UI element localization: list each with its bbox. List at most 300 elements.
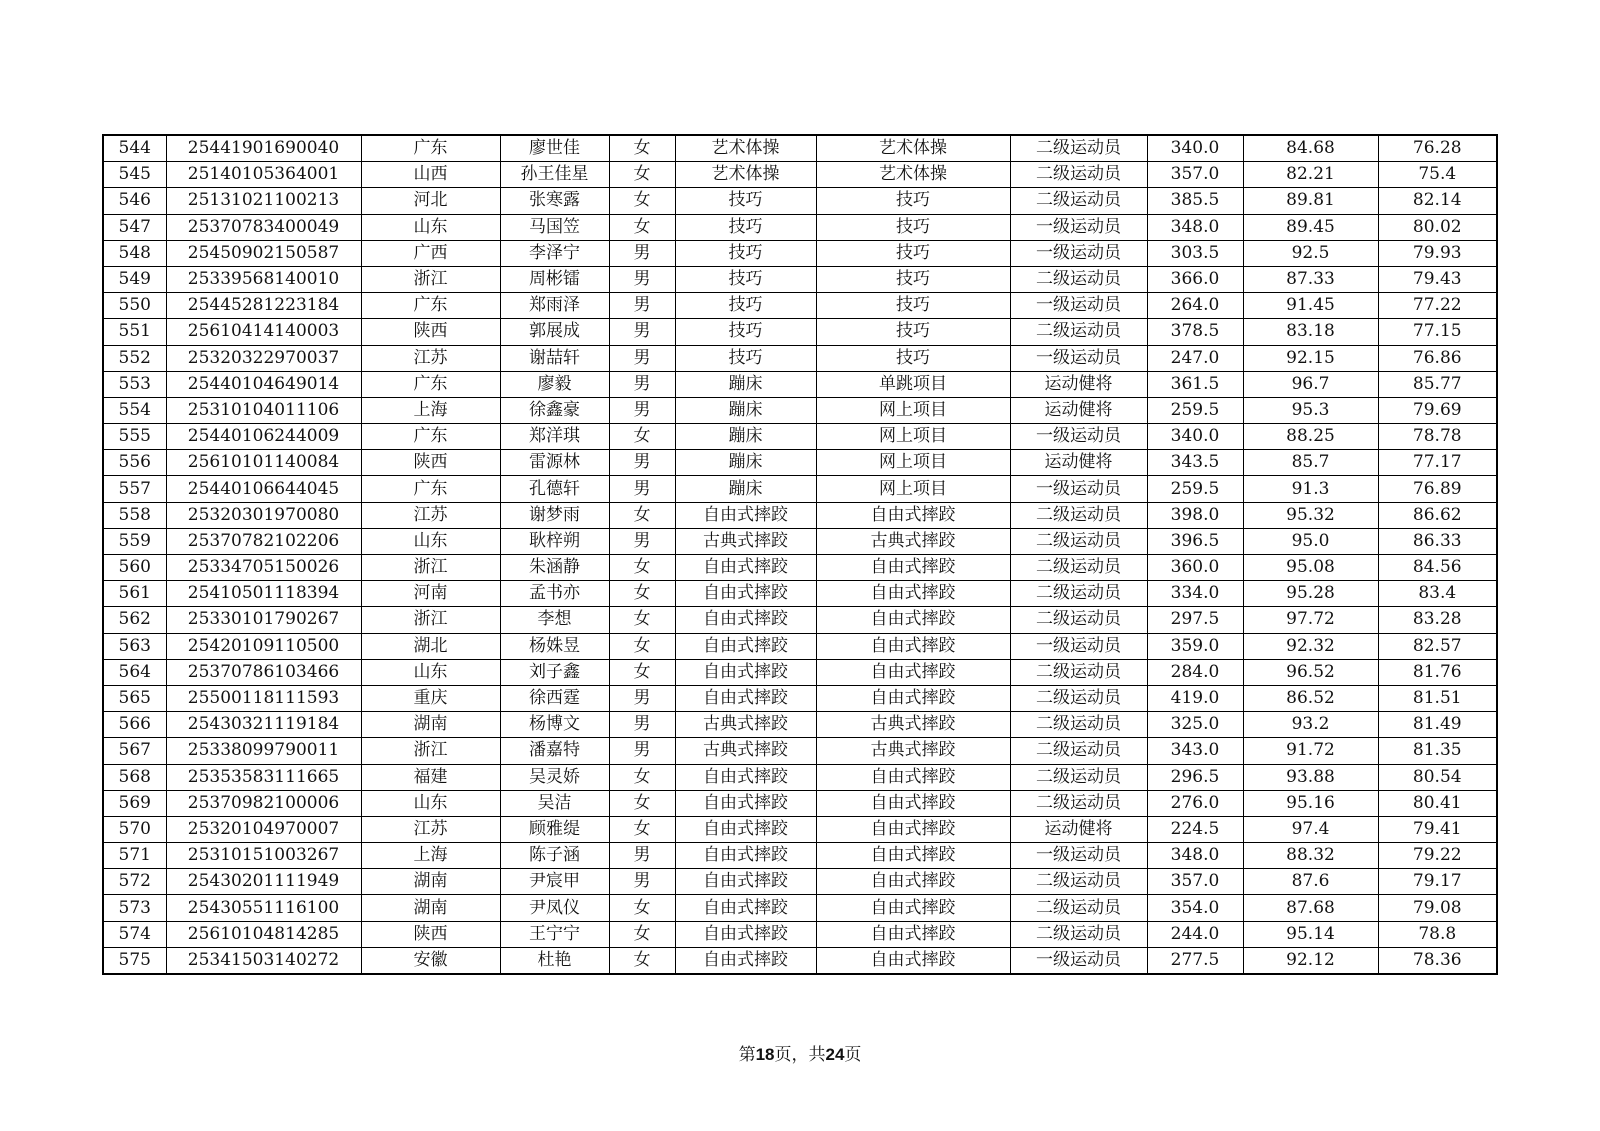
specialty-score-cell: 95.16 bbox=[1243, 790, 1378, 816]
province-cell: 山西 bbox=[361, 162, 500, 188]
event-cell: 古典式摔跤 bbox=[816, 738, 1010, 764]
total-score-cell: 81.76 bbox=[1378, 659, 1497, 685]
sport-cell: 自由式摔跤 bbox=[675, 790, 816, 816]
gender-cell: 女 bbox=[609, 895, 675, 921]
province-cell: 安徽 bbox=[361, 947, 500, 974]
sport-cell: 技巧 bbox=[675, 345, 816, 371]
sport-cell: 古典式摔跤 bbox=[675, 738, 816, 764]
table-row bbox=[103, 712, 1497, 738]
name-cell: 孟书亦 bbox=[500, 581, 609, 607]
gender-cell: 男 bbox=[609, 450, 675, 476]
score-cell: 378.5 bbox=[1147, 319, 1243, 345]
table-row bbox=[103, 816, 1497, 842]
score-cell: 357.0 bbox=[1147, 162, 1243, 188]
row-number-cell: 574 bbox=[103, 921, 166, 947]
name-cell: 杨姝昱 bbox=[500, 633, 609, 659]
province-cell: 福建 bbox=[361, 764, 500, 790]
current-page-number: 18 bbox=[755, 1045, 775, 1064]
specialty-score-cell: 91.45 bbox=[1243, 293, 1378, 319]
event-cell: 技巧 bbox=[816, 319, 1010, 345]
gender-cell: 女 bbox=[609, 764, 675, 790]
sport-cell: 自由式摔跤 bbox=[675, 581, 816, 607]
event-cell: 古典式摔跤 bbox=[816, 712, 1010, 738]
athlete-level-cell: 二级运动员 bbox=[1010, 790, 1147, 816]
exam-id-cell: 25131021100213 bbox=[166, 188, 361, 214]
total-score-cell: 79.17 bbox=[1378, 869, 1497, 895]
event-cell: 网上项目 bbox=[816, 450, 1010, 476]
sport-cell: 自由式摔跤 bbox=[675, 685, 816, 711]
name-cell: 陈子涵 bbox=[500, 843, 609, 869]
sport-cell: 自由式摔跤 bbox=[675, 869, 816, 895]
table-row bbox=[103, 555, 1497, 581]
gender-cell: 女 bbox=[609, 555, 675, 581]
total-score-cell: 82.14 bbox=[1378, 188, 1497, 214]
total-score-cell: 79.93 bbox=[1378, 240, 1497, 266]
score-cell: 259.5 bbox=[1147, 397, 1243, 423]
table-row bbox=[103, 659, 1497, 685]
gender-cell: 女 bbox=[609, 502, 675, 528]
row-number-cell: 571 bbox=[103, 843, 166, 869]
specialty-score-cell: 92.32 bbox=[1243, 633, 1378, 659]
gender-cell: 男 bbox=[609, 240, 675, 266]
row-number-cell: 545 bbox=[103, 162, 166, 188]
gender-cell: 女 bbox=[609, 816, 675, 842]
athlete-level-cell: 二级运动员 bbox=[1010, 895, 1147, 921]
exam-id-cell: 25330101790267 bbox=[166, 607, 361, 633]
row-number-cell: 544 bbox=[103, 135, 166, 162]
province-cell: 上海 bbox=[361, 843, 500, 869]
exam-id-cell: 25370783400049 bbox=[166, 214, 361, 240]
gender-cell: 女 bbox=[609, 214, 675, 240]
gender-cell: 女 bbox=[609, 188, 675, 214]
sport-cell: 自由式摔跤 bbox=[675, 764, 816, 790]
total-score-cell: 79.08 bbox=[1378, 895, 1497, 921]
athlete-level-cell: 二级运动员 bbox=[1010, 685, 1147, 711]
name-cell: 郑洋琪 bbox=[500, 424, 609, 450]
score-cell: 385.5 bbox=[1147, 188, 1243, 214]
athlete-level-cell: 一级运动员 bbox=[1010, 293, 1147, 319]
total-score-cell: 81.49 bbox=[1378, 712, 1497, 738]
row-number-cell: 558 bbox=[103, 502, 166, 528]
specialty-score-cell: 83.18 bbox=[1243, 319, 1378, 345]
event-cell: 技巧 bbox=[816, 293, 1010, 319]
table-row bbox=[103, 633, 1497, 659]
athlete-level-cell: 二级运动员 bbox=[1010, 528, 1147, 554]
table-row bbox=[103, 188, 1497, 214]
sport-cell: 蹦床 bbox=[675, 476, 816, 502]
specialty-score-cell: 84.68 bbox=[1243, 135, 1378, 162]
event-cell: 自由式摔跤 bbox=[816, 685, 1010, 711]
table-row bbox=[103, 947, 1497, 974]
sport-cell: 技巧 bbox=[675, 240, 816, 266]
province-cell: 山东 bbox=[361, 790, 500, 816]
athlete-level-cell: 运动健将 bbox=[1010, 371, 1147, 397]
province-cell: 浙江 bbox=[361, 738, 500, 764]
exam-id-cell: 25450902150587 bbox=[166, 240, 361, 266]
row-number-cell: 562 bbox=[103, 607, 166, 633]
specialty-score-cell: 95.32 bbox=[1243, 502, 1378, 528]
table-row bbox=[103, 738, 1497, 764]
row-number-cell: 550 bbox=[103, 293, 166, 319]
name-cell: 郑雨泽 bbox=[500, 293, 609, 319]
exam-id-cell: 25334705150026 bbox=[166, 555, 361, 581]
event-cell: 古典式摔跤 bbox=[816, 528, 1010, 554]
event-cell: 自由式摔跤 bbox=[816, 659, 1010, 685]
score-cell: 398.0 bbox=[1147, 502, 1243, 528]
exam-id-cell: 25430321119184 bbox=[166, 712, 361, 738]
name-cell: 吴灵娇 bbox=[500, 764, 609, 790]
specialty-score-cell: 87.6 bbox=[1243, 869, 1378, 895]
athlete-level-cell: 运动健将 bbox=[1010, 816, 1147, 842]
gender-cell: 男 bbox=[609, 319, 675, 345]
exam-id-cell: 25440106644045 bbox=[166, 476, 361, 502]
table-row bbox=[103, 397, 1497, 423]
athlete-level-cell: 一级运动员 bbox=[1010, 424, 1147, 450]
score-cell: 366.0 bbox=[1147, 266, 1243, 292]
exam-id-cell: 25441901690040 bbox=[166, 135, 361, 162]
score-cell: 357.0 bbox=[1147, 869, 1243, 895]
gender-cell: 男 bbox=[609, 397, 675, 423]
athlete-level-cell: 二级运动员 bbox=[1010, 555, 1147, 581]
province-cell: 广东 bbox=[361, 424, 500, 450]
sport-cell: 自由式摔跤 bbox=[675, 659, 816, 685]
score-cell: 277.5 bbox=[1147, 947, 1243, 974]
sport-cell: 自由式摔跤 bbox=[675, 502, 816, 528]
province-cell: 湖南 bbox=[361, 895, 500, 921]
name-cell: 尹凤仪 bbox=[500, 895, 609, 921]
name-cell: 谢喆轩 bbox=[500, 345, 609, 371]
exam-id-cell: 25410501118394 bbox=[166, 581, 361, 607]
name-cell: 张寒露 bbox=[500, 188, 609, 214]
total-score-cell: 81.35 bbox=[1378, 738, 1497, 764]
name-cell: 潘嘉特 bbox=[500, 738, 609, 764]
score-cell: 247.0 bbox=[1147, 345, 1243, 371]
table-row bbox=[103, 476, 1497, 502]
specialty-score-cell: 95.08 bbox=[1243, 555, 1378, 581]
specialty-score-cell: 88.32 bbox=[1243, 843, 1378, 869]
row-number-cell: 567 bbox=[103, 738, 166, 764]
name-cell: 马国笠 bbox=[500, 214, 609, 240]
name-cell: 廖世佳 bbox=[500, 135, 609, 162]
row-number-cell: 554 bbox=[103, 397, 166, 423]
athlete-level-cell: 一级运动员 bbox=[1010, 947, 1147, 974]
table-row bbox=[103, 135, 1497, 162]
total-score-cell: 77.22 bbox=[1378, 293, 1497, 319]
event-cell: 单跳项目 bbox=[816, 371, 1010, 397]
athlete-level-cell: 二级运动员 bbox=[1010, 659, 1147, 685]
specialty-score-cell: 93.2 bbox=[1243, 712, 1378, 738]
gender-cell: 男 bbox=[609, 712, 675, 738]
sport-cell: 蹦床 bbox=[675, 450, 816, 476]
event-cell: 艺术体操 bbox=[816, 162, 1010, 188]
score-cell: 244.0 bbox=[1147, 921, 1243, 947]
row-number-cell: 560 bbox=[103, 555, 166, 581]
gender-cell: 男 bbox=[609, 685, 675, 711]
exam-id-cell: 25610414140003 bbox=[166, 319, 361, 345]
total-score-cell: 77.17 bbox=[1378, 450, 1497, 476]
score-cell: 359.0 bbox=[1147, 633, 1243, 659]
athlete-level-cell: 运动健将 bbox=[1010, 450, 1147, 476]
province-cell: 江苏 bbox=[361, 345, 500, 371]
athlete-level-cell: 二级运动员 bbox=[1010, 712, 1147, 738]
specialty-score-cell: 82.21 bbox=[1243, 162, 1378, 188]
sport-cell: 技巧 bbox=[675, 293, 816, 319]
table-row bbox=[103, 790, 1497, 816]
athlete-level-cell: 二级运动员 bbox=[1010, 502, 1147, 528]
sport-cell: 艺术体操 bbox=[675, 135, 816, 162]
sport-cell: 自由式摔跤 bbox=[675, 607, 816, 633]
event-cell: 自由式摔跤 bbox=[816, 764, 1010, 790]
table-row bbox=[103, 685, 1497, 711]
row-number-cell: 575 bbox=[103, 947, 166, 974]
total-score-cell: 79.22 bbox=[1378, 843, 1497, 869]
specialty-score-cell: 87.33 bbox=[1243, 266, 1378, 292]
province-cell: 江苏 bbox=[361, 816, 500, 842]
event-cell: 网上项目 bbox=[816, 397, 1010, 423]
score-cell: 419.0 bbox=[1147, 685, 1243, 711]
athlete-level-cell: 二级运动员 bbox=[1010, 738, 1147, 764]
province-cell: 山东 bbox=[361, 528, 500, 554]
event-cell: 自由式摔跤 bbox=[816, 895, 1010, 921]
event-cell: 自由式摔跤 bbox=[816, 607, 1010, 633]
name-cell: 廖毅 bbox=[500, 371, 609, 397]
event-cell: 艺术体操 bbox=[816, 135, 1010, 162]
sport-cell: 技巧 bbox=[675, 266, 816, 292]
name-cell: 郭展成 bbox=[500, 319, 609, 345]
total-score-cell: 78.8 bbox=[1378, 921, 1497, 947]
exam-id-cell: 25140105364001 bbox=[166, 162, 361, 188]
event-cell: 技巧 bbox=[816, 240, 1010, 266]
specialty-score-cell: 87.68 bbox=[1243, 895, 1378, 921]
gender-cell: 男 bbox=[609, 476, 675, 502]
exam-id-cell: 25310151003267 bbox=[166, 843, 361, 869]
name-cell: 顾雅缇 bbox=[500, 816, 609, 842]
total-score-cell: 75.4 bbox=[1378, 162, 1497, 188]
total-score-cell: 78.36 bbox=[1378, 947, 1497, 974]
athlete-level-cell: 一级运动员 bbox=[1010, 345, 1147, 371]
event-cell: 网上项目 bbox=[816, 476, 1010, 502]
specialty-score-cell: 97.4 bbox=[1243, 816, 1378, 842]
exam-id-cell: 25320301970080 bbox=[166, 502, 361, 528]
table-row bbox=[103, 345, 1497, 371]
exam-id-cell: 25420109110500 bbox=[166, 633, 361, 659]
row-number-cell: 563 bbox=[103, 633, 166, 659]
row-number-cell: 569 bbox=[103, 790, 166, 816]
gender-cell: 男 bbox=[609, 345, 675, 371]
table-row bbox=[103, 607, 1497, 633]
event-cell: 自由式摔跤 bbox=[816, 843, 1010, 869]
sport-cell: 自由式摔跤 bbox=[675, 816, 816, 842]
row-number-cell: 557 bbox=[103, 476, 166, 502]
name-cell: 雷源林 bbox=[500, 450, 609, 476]
name-cell: 徐西霆 bbox=[500, 685, 609, 711]
table-row bbox=[103, 214, 1497, 240]
athlete-level-cell: 一级运动员 bbox=[1010, 214, 1147, 240]
score-cell: 348.0 bbox=[1147, 214, 1243, 240]
exam-id-cell: 25320104970007 bbox=[166, 816, 361, 842]
score-cell: 361.5 bbox=[1147, 371, 1243, 397]
specialty-score-cell: 95.28 bbox=[1243, 581, 1378, 607]
exam-id-cell: 25339568140010 bbox=[166, 266, 361, 292]
athlete-level-cell: 二级运动员 bbox=[1010, 135, 1147, 162]
exam-id-cell: 25353583111665 bbox=[166, 764, 361, 790]
name-cell: 杨博文 bbox=[500, 712, 609, 738]
name-cell: 周彬镭 bbox=[500, 266, 609, 292]
exam-id-cell: 25310104011106 bbox=[166, 397, 361, 423]
table-row bbox=[103, 450, 1497, 476]
total-score-cell: 85.77 bbox=[1378, 371, 1497, 397]
province-cell: 山东 bbox=[361, 659, 500, 685]
province-cell: 陕西 bbox=[361, 921, 500, 947]
specialty-score-cell: 85.7 bbox=[1243, 450, 1378, 476]
province-cell: 江苏 bbox=[361, 502, 500, 528]
specialty-score-cell: 86.52 bbox=[1243, 685, 1378, 711]
score-cell: 296.5 bbox=[1147, 764, 1243, 790]
gender-cell: 女 bbox=[609, 659, 675, 685]
gender-cell: 男 bbox=[609, 869, 675, 895]
gender-cell: 女 bbox=[609, 607, 675, 633]
athlete-level-cell: 二级运动员 bbox=[1010, 188, 1147, 214]
athlete-level-cell: 二级运动员 bbox=[1010, 921, 1147, 947]
province-cell: 浙江 bbox=[361, 607, 500, 633]
specialty-score-cell: 89.81 bbox=[1243, 188, 1378, 214]
province-cell: 河北 bbox=[361, 188, 500, 214]
exam-id-cell: 25430551116100 bbox=[166, 895, 361, 921]
province-cell: 重庆 bbox=[361, 685, 500, 711]
name-cell: 李想 bbox=[500, 607, 609, 633]
exam-id-cell: 25610101140084 bbox=[166, 450, 361, 476]
name-cell: 徐鑫豪 bbox=[500, 397, 609, 423]
event-cell: 自由式摔跤 bbox=[816, 869, 1010, 895]
table-row bbox=[103, 240, 1497, 266]
total-score-cell: 78.78 bbox=[1378, 424, 1497, 450]
event-cell: 技巧 bbox=[816, 345, 1010, 371]
sport-cell: 古典式摔跤 bbox=[675, 528, 816, 554]
table-row bbox=[103, 921, 1497, 947]
table-row bbox=[103, 266, 1497, 292]
score-cell: 343.5 bbox=[1147, 450, 1243, 476]
sport-cell: 技巧 bbox=[675, 214, 816, 240]
athlete-level-cell: 二级运动员 bbox=[1010, 319, 1147, 345]
exam-id-cell: 25370982100006 bbox=[166, 790, 361, 816]
table-row bbox=[103, 293, 1497, 319]
exam-id-cell: 25440106244009 bbox=[166, 424, 361, 450]
total-score-cell: 82.57 bbox=[1378, 633, 1497, 659]
exam-id-cell: 25370786103466 bbox=[166, 659, 361, 685]
province-cell: 上海 bbox=[361, 397, 500, 423]
row-number-cell: 548 bbox=[103, 240, 166, 266]
province-cell: 广东 bbox=[361, 476, 500, 502]
event-cell: 自由式摔跤 bbox=[816, 790, 1010, 816]
table-row bbox=[103, 581, 1497, 607]
total-score-cell: 76.89 bbox=[1378, 476, 1497, 502]
score-cell: 396.5 bbox=[1147, 528, 1243, 554]
province-cell: 广东 bbox=[361, 293, 500, 319]
row-number-cell: 573 bbox=[103, 895, 166, 921]
exam-id-cell: 25440104649014 bbox=[166, 371, 361, 397]
table-row bbox=[103, 319, 1497, 345]
province-cell: 广西 bbox=[361, 240, 500, 266]
total-score-cell: 79.43 bbox=[1378, 266, 1497, 292]
score-cell: 354.0 bbox=[1147, 895, 1243, 921]
name-cell: 吴洁 bbox=[500, 790, 609, 816]
name-cell: 王宁宁 bbox=[500, 921, 609, 947]
table-row bbox=[103, 528, 1497, 554]
total-score-cell: 80.41 bbox=[1378, 790, 1497, 816]
specialty-score-cell: 95.14 bbox=[1243, 921, 1378, 947]
event-cell: 自由式摔跤 bbox=[816, 816, 1010, 842]
row-number-cell: 570 bbox=[103, 816, 166, 842]
sport-cell: 蹦床 bbox=[675, 397, 816, 423]
event-cell: 自由式摔跤 bbox=[816, 947, 1010, 974]
event-cell: 自由式摔跤 bbox=[816, 502, 1010, 528]
name-cell: 谢梦雨 bbox=[500, 502, 609, 528]
specialty-score-cell: 96.52 bbox=[1243, 659, 1378, 685]
athlete-level-cell: 运动健将 bbox=[1010, 397, 1147, 423]
athlete-level-cell: 二级运动员 bbox=[1010, 581, 1147, 607]
table-row bbox=[103, 502, 1497, 528]
province-cell: 陕西 bbox=[361, 319, 500, 345]
total-score-cell: 80.54 bbox=[1378, 764, 1497, 790]
specialty-score-cell: 89.45 bbox=[1243, 214, 1378, 240]
row-number-cell: 566 bbox=[103, 712, 166, 738]
row-number-cell: 565 bbox=[103, 685, 166, 711]
specialty-score-cell: 92.12 bbox=[1243, 947, 1378, 974]
athlete-level-cell: 二级运动员 bbox=[1010, 607, 1147, 633]
ranking-table bbox=[102, 134, 1498, 975]
athlete-level-cell: 二级运动员 bbox=[1010, 266, 1147, 292]
specialty-score-cell: 88.25 bbox=[1243, 424, 1378, 450]
total-score-cell: 83.28 bbox=[1378, 607, 1497, 633]
gender-cell: 女 bbox=[609, 135, 675, 162]
table-row bbox=[103, 162, 1497, 188]
event-cell: 技巧 bbox=[816, 214, 1010, 240]
score-cell: 340.0 bbox=[1147, 424, 1243, 450]
row-number-cell: 568 bbox=[103, 764, 166, 790]
province-cell: 河南 bbox=[361, 581, 500, 607]
specialty-score-cell: 93.88 bbox=[1243, 764, 1378, 790]
province-cell: 湖南 bbox=[361, 869, 500, 895]
athlete-level-cell: 一级运动员 bbox=[1010, 476, 1147, 502]
sport-cell: 自由式摔跤 bbox=[675, 555, 816, 581]
table-row bbox=[103, 843, 1497, 869]
row-number-cell: 551 bbox=[103, 319, 166, 345]
score-cell: 297.5 bbox=[1147, 607, 1243, 633]
total-score-cell: 79.41 bbox=[1378, 816, 1497, 842]
score-cell: 343.0 bbox=[1147, 738, 1243, 764]
name-cell: 李泽宁 bbox=[500, 240, 609, 266]
event-cell: 自由式摔跤 bbox=[816, 581, 1010, 607]
exam-id-cell: 25370782102206 bbox=[166, 528, 361, 554]
gender-cell: 女 bbox=[609, 581, 675, 607]
total-score-cell: 76.28 bbox=[1378, 135, 1497, 162]
footer-middle: 页，共 bbox=[774, 1045, 826, 1065]
province-cell: 湖南 bbox=[361, 712, 500, 738]
province-cell: 广东 bbox=[361, 135, 500, 162]
score-cell: 259.5 bbox=[1147, 476, 1243, 502]
row-number-cell: 572 bbox=[103, 869, 166, 895]
sport-cell: 古典式摔跤 bbox=[675, 712, 816, 738]
specialty-score-cell: 91.72 bbox=[1243, 738, 1378, 764]
name-cell: 杜艳 bbox=[500, 947, 609, 974]
specialty-score-cell: 92.5 bbox=[1243, 240, 1378, 266]
total-score-cell: 86.33 bbox=[1378, 528, 1497, 554]
score-cell: 348.0 bbox=[1147, 843, 1243, 869]
exam-id-cell: 25445281223184 bbox=[166, 293, 361, 319]
row-number-cell: 546 bbox=[103, 188, 166, 214]
row-number-cell: 559 bbox=[103, 528, 166, 554]
athlete-level-cell: 一级运动员 bbox=[1010, 843, 1147, 869]
